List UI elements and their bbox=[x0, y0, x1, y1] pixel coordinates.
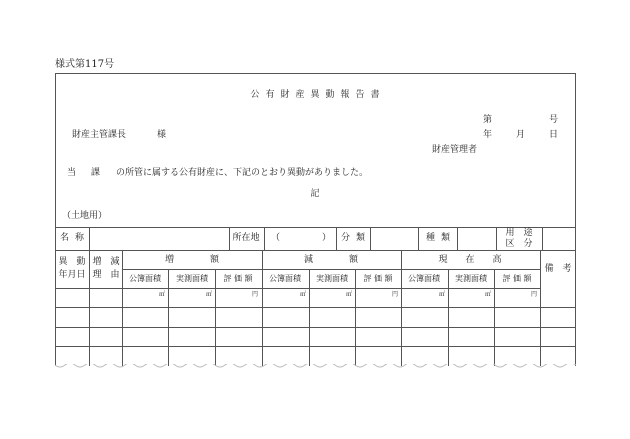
name-label: 名 称 bbox=[60, 233, 84, 243]
transfer-date-label-line2: 年月日 bbox=[58, 270, 86, 280]
unit-sqm: ㎡ bbox=[439, 291, 446, 298]
date-year: 年 bbox=[483, 130, 493, 140]
addressee: 財産主管課長 bbox=[72, 130, 127, 140]
honorific: 様 bbox=[157, 130, 167, 140]
torn-edge bbox=[55, 364, 576, 370]
number-prefix: 第 bbox=[483, 115, 493, 125]
unit-sqm: ㎡ bbox=[485, 291, 492, 298]
unit-yen: 円 bbox=[392, 291, 399, 298]
decrease-ledger-area: 公簿面積 bbox=[269, 274, 301, 283]
current-value: 評 価 額 bbox=[502, 274, 532, 283]
classification-label: 分 類 bbox=[341, 233, 365, 243]
report-form bbox=[55, 73, 576, 366]
decrease-value: 評 価 額 bbox=[363, 274, 393, 283]
form-number: 様式第117号 bbox=[55, 59, 115, 70]
date-month: 月 bbox=[516, 130, 526, 140]
increase-measured-area: 実測面積 bbox=[176, 274, 208, 283]
unit-yen: 円 bbox=[531, 291, 538, 298]
body-prefix: 当 bbox=[67, 168, 77, 178]
sender: 財産管理者 bbox=[432, 145, 478, 155]
unit-sqm: ㎡ bbox=[159, 291, 166, 298]
unit-sqm: ㎡ bbox=[206, 291, 213, 298]
transfer-date-label-line1: 異 動 bbox=[58, 257, 86, 267]
body-text: の所管に属する公有財産に、下記のとおり異動がありました。 bbox=[116, 168, 369, 178]
unit-yen: 円 bbox=[252, 291, 259, 298]
current-measured-area: 実測面積 bbox=[455, 274, 487, 283]
increase-value: 評 価 額 bbox=[223, 274, 253, 283]
land-category: （土地用） bbox=[62, 211, 108, 221]
type-label: 種 類 bbox=[426, 233, 450, 243]
number-suffix: 号 bbox=[549, 115, 559, 125]
usage-label-line2: 区 分 bbox=[505, 239, 533, 249]
reason-label-line2: 理 由 bbox=[92, 270, 120, 280]
form-title: 公有財産異動報告書 bbox=[250, 90, 386, 100]
decrease-measured-area: 実測面積 bbox=[316, 274, 348, 283]
ki-marker: 記 bbox=[310, 189, 320, 199]
usage-label-line1: 用 途 bbox=[505, 228, 533, 238]
current-balance-header: 現 在 高 bbox=[438, 255, 502, 265]
location-paren-close: ） bbox=[322, 233, 332, 243]
current-ledger-area: 公簿面積 bbox=[408, 274, 440, 283]
notes-header: 備 考 bbox=[544, 264, 572, 274]
location-paren-open: （ bbox=[271, 233, 281, 243]
unit-sqm: ㎡ bbox=[300, 291, 307, 298]
unit-sqm: ㎡ bbox=[346, 291, 353, 298]
reason-label-line1: 増 減 bbox=[92, 257, 120, 267]
date-day: 日 bbox=[549, 130, 559, 140]
increase-header: 増 額 bbox=[164, 255, 220, 265]
decrease-header: 減 額 bbox=[303, 255, 359, 265]
body-ka: 課 bbox=[91, 168, 101, 178]
location-label: 所在地 bbox=[232, 233, 260, 243]
increase-ledger-area: 公簿面積 bbox=[129, 274, 161, 283]
